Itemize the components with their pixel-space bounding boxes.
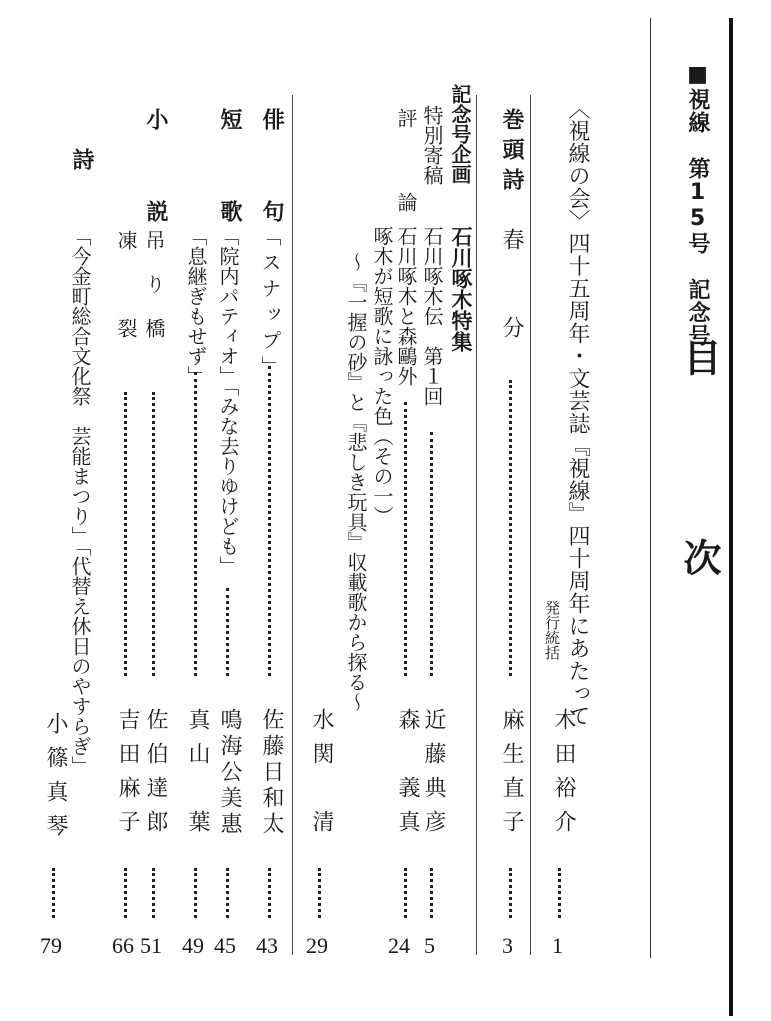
tanka-leader-1b [226,868,229,918]
anniv-author: 木田裕介 [551,708,576,844]
poem-leader [52,868,55,918]
novel-category: 小 説 [143,108,168,246]
tanka-leader-2 [194,372,197,676]
critique-category: 評 論 [394,108,418,234]
poem-author: 小篠真琴 [43,712,68,848]
haiku-leader [268,366,271,676]
opening-poem-leader-2 [509,868,512,918]
tanka-author-1: 鳴海公美惠 [217,708,242,838]
essay-page: 29 [306,933,328,958]
novel-page-1: 51 [140,933,162,958]
contrib-leader-2 [430,868,433,918]
critique-title: 石川啄木と森鷗外 [394,226,418,386]
opening-poem-leader [509,380,512,676]
tanka-title-1: 「院内パティオ」「みな去りゆけども」 [216,226,240,576]
page-title-mokuji: 目 [677,338,721,376]
novel-leader-2 [124,392,127,676]
page-title-tsugi: 次 [677,538,721,576]
novel-author-2: 吉田麻子 [115,708,140,844]
haiku-page: 43 [256,933,278,958]
special-heading: 石川啄木特集 [449,226,473,352]
tanka-author-2: 真山 葉 [185,708,210,844]
special-category: 記念号企画 [448,84,472,184]
poem-title: 「今金町総合文化祭 芸能まつり」「代替え休日のやすらぎ」 [68,226,92,776]
anniv-leader [558,868,561,918]
section-rule-1 [530,95,531,955]
contrib-category: 特別寄稿 [420,105,444,185]
novel-leader-1 [152,392,155,676]
essay-author: 水関 清 [309,708,334,844]
novel-page-2: 66 [112,933,134,958]
contrib-title: 石川啄木伝 第１回 [420,226,444,406]
anniv-role: 発行統括 [543,600,561,660]
anniv-title: 〈視線の会〉四十五周年・文芸誌『視線』四十周年にあたって [565,97,590,727]
tanka-category: 短 歌 [217,108,242,246]
essay-leader [318,868,321,918]
novel-title-1: 吊り橋 [142,230,166,362]
critique-leader-2 [404,868,407,918]
contrib-author: 近藤典彦 [421,708,446,844]
critique-page: 24 [388,933,410,958]
opening-poem-title: 春 分 [499,228,524,360]
essay-title: 啄木が短歌に詠った色（その一） [370,226,394,526]
tanka-page-2: 49 [182,933,204,958]
poem-category: 詩 [69,148,94,170]
tanka-leader-2b [194,868,197,918]
novel-author-1: 佐伯達郎 [143,708,168,844]
opening-poem-author: 麻生直子 [499,708,524,844]
haiku-category: 俳 句 [259,108,284,246]
critique-author: 森 義真 [395,708,420,844]
critique-leader [404,402,407,676]
novel-title-2: 凍 裂 [114,230,138,362]
tanka-title-2: 「息継ぎもせず」 [184,226,208,386]
section-rule-2 [476,95,477,955]
tanka-leader-1 [226,588,229,676]
anniv-page: 1 [552,933,563,958]
essay-subtitle: 〜『一握の砂』と『悲しき玩具』収載歌から探る〜 [344,252,368,712]
page-edge-rule [729,18,733,1016]
contrib-page: 5 [424,933,435,958]
tanka-page-1: 45 [214,933,236,958]
section-rule-3 [292,95,293,955]
opening-poem-category: 巻頭詩 [499,108,524,198]
poem-page: 79 [40,933,62,958]
haiku-title: 「スナップ」 [258,226,282,382]
haiku-author: 佐藤日和太 [259,708,284,838]
haiku-leader-2 [268,868,271,918]
magazine-label: ■視線 第15号 記念号 [685,62,710,347]
novel-leader-1b [152,868,155,918]
novel-leader-2b [124,868,127,918]
opening-poem-page: 3 [502,933,513,958]
contrib-leader [430,432,433,676]
header-separator-rule [650,18,651,958]
